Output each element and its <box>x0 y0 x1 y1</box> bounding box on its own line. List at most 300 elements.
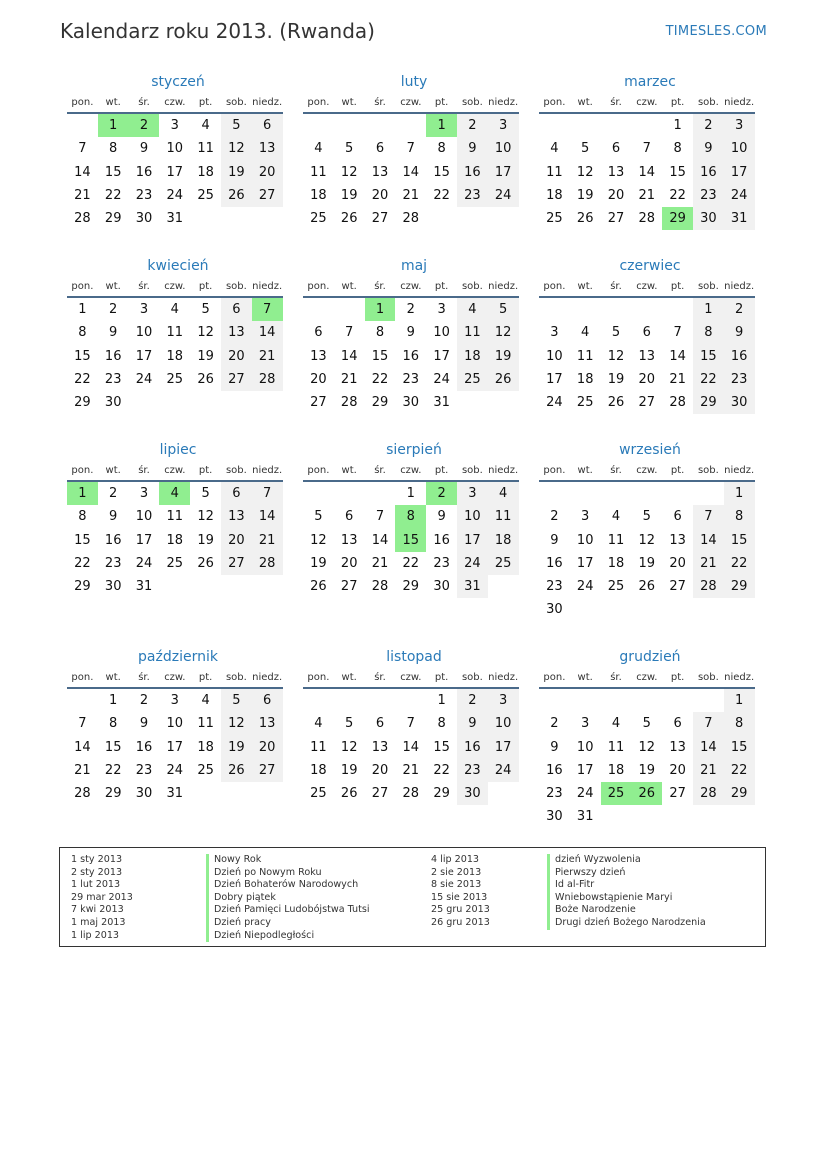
day-cell: 28 <box>402 211 420 227</box>
weekday-header: pt. <box>190 278 221 298</box>
day-cell: 27 <box>638 395 656 411</box>
day-cell: 16 <box>457 736 488 759</box>
month-block <box>539 71 761 230</box>
day-cell: 14 <box>693 529 724 552</box>
empty-cell <box>303 482 334 505</box>
day-cell: 9 <box>406 325 415 341</box>
day-cell: 30 <box>135 211 153 227</box>
empty-cell <box>601 298 632 321</box>
weekday-header: pon. <box>67 94 98 114</box>
day-cell: 14 <box>693 736 724 759</box>
day-cell: 16 <box>104 348 122 364</box>
day-cell: 29 <box>371 395 389 411</box>
day-cell: 2 <box>109 302 118 317</box>
day-cell: 27 <box>669 579 686 595</box>
day-cell: 7 <box>693 712 724 735</box>
day-cell: 28 <box>252 368 283 391</box>
day-cell: 21 <box>252 345 283 368</box>
day-cell: 19 <box>638 762 656 778</box>
empty-cell <box>334 482 365 505</box>
holiday-name: Pierwszy dzień <box>547 867 625 880</box>
day-cell: 22 <box>433 762 450 778</box>
day-cell: 3 <box>488 689 519 712</box>
weekday-header: sob. <box>693 94 724 114</box>
day-cell: 28 <box>693 782 724 805</box>
day-cell: 25 <box>166 555 184 571</box>
empty-cell <box>67 689 98 712</box>
day-cell: 12 <box>340 164 358 180</box>
empty-cell <box>631 689 662 712</box>
month-name: październik <box>138 649 218 665</box>
weekday-header: pon. <box>303 462 334 482</box>
weekday-header: pt. <box>426 94 457 114</box>
day-cell: 11 <box>310 164 327 180</box>
day-cell: 1 <box>437 693 446 708</box>
day-cell: 17 <box>576 555 594 571</box>
day-cell: 8 <box>109 716 118 732</box>
day-cell: 8 <box>375 325 385 341</box>
weekday-header: wt. <box>334 669 365 689</box>
day-cell: 7 <box>642 141 651 157</box>
empty-cell <box>395 114 426 137</box>
day-cell: 29 <box>104 786 122 802</box>
day-cell: 5 <box>642 716 651 732</box>
day-cell: 18 <box>166 348 184 364</box>
weekday-header: pon. <box>539 462 570 482</box>
day-cell: 15 <box>104 164 122 180</box>
day-cell: 17 <box>576 762 594 778</box>
month-grid <box>539 94 761 230</box>
month-grid <box>67 278 289 414</box>
weekday-header: śr. <box>365 94 396 114</box>
day-cell: 5 <box>345 716 354 732</box>
day-cell: 19 <box>310 555 327 571</box>
month-name: styczeń <box>151 74 205 90</box>
day-cell: 27 <box>340 579 358 595</box>
day-cell: 20 <box>252 161 283 184</box>
holiday-date: 25 gru 2013 <box>431 904 490 916</box>
holiday-day-cell: 1 <box>98 114 129 137</box>
empty-cell <box>303 114 334 137</box>
holiday-day-cell: 8 <box>395 505 426 528</box>
day-cell: 17 <box>135 348 153 364</box>
holiday-date: 1 lut 2013 <box>71 879 121 891</box>
day-cell: 13 <box>371 164 389 180</box>
day-cell: 19 <box>576 187 594 203</box>
day-cell: 7 <box>78 716 87 732</box>
day-cell: 25 <box>488 552 519 575</box>
day-cell: 23 <box>457 759 488 782</box>
day-cell: 4 <box>581 325 590 341</box>
day-cell: 13 <box>252 137 283 160</box>
day-cell: 21 <box>693 759 724 782</box>
day-cell: 14 <box>340 348 358 364</box>
day-cell: 21 <box>74 187 91 203</box>
day-cell: 28 <box>74 786 91 802</box>
weekday-header: pon. <box>67 669 98 689</box>
day-cell: 3 <box>139 302 149 317</box>
day-cell: 9 <box>693 137 724 160</box>
holiday-date: 8 sie 2013 <box>431 879 482 891</box>
holiday-name: Drugi dzień Bożego Narodzenia <box>547 917 706 930</box>
weekday-header: czw. <box>159 462 190 482</box>
holiday-day-cell: 15 <box>395 529 426 552</box>
day-cell: 4 <box>457 298 488 321</box>
day-cell: 13 <box>252 712 283 735</box>
weekday-header: sob. <box>221 278 252 298</box>
holiday-name: Dobry piątek <box>206 892 276 905</box>
weekday-header: pt. <box>426 462 457 482</box>
day-cell: 25 <box>310 786 327 802</box>
day-cell: 4 <box>611 509 621 525</box>
month-name: sierpień <box>386 442 442 458</box>
day-cell: 30 <box>724 391 755 414</box>
weekday-header: pt. <box>662 278 693 298</box>
day-cell: 13 <box>638 348 656 364</box>
holiday-day-cell: 25 <box>601 782 632 805</box>
day-cell: 3 <box>550 325 559 341</box>
empty-cell <box>365 689 396 712</box>
day-cell: 8 <box>437 141 446 157</box>
day-cell: 6 <box>221 482 252 505</box>
weekday-header: wt. <box>98 669 129 689</box>
day-cell: 6 <box>252 114 283 137</box>
weekday-header: pon. <box>303 669 334 689</box>
day-cell: 13 <box>669 739 686 755</box>
day-cell: 13 <box>310 348 327 364</box>
empty-cell <box>334 114 365 137</box>
day-cell: 18 <box>457 345 488 368</box>
holiday-name: Dzień pracy <box>206 917 271 930</box>
day-cell: 9 <box>724 321 755 344</box>
day-cell: 22 <box>402 555 420 571</box>
day-cell: 25 <box>457 368 488 391</box>
day-cell: 16 <box>546 762 563 778</box>
day-cell: 7 <box>78 141 87 157</box>
day-cell: 26 <box>340 786 358 802</box>
day-cell: 16 <box>546 555 563 571</box>
day-cell: 1 <box>693 298 724 321</box>
day-cell: 21 <box>340 371 358 387</box>
day-cell: 26 <box>638 579 656 595</box>
day-cell: 7 <box>345 325 354 341</box>
day-cell: 4 <box>201 118 210 133</box>
day-cell: 2 <box>139 693 149 708</box>
day-cell: 5 <box>611 325 621 341</box>
day-cell: 16 <box>433 532 450 548</box>
day-cell: 4 <box>314 141 323 157</box>
day-cell: 4 <box>170 302 179 317</box>
day-cell: 24 <box>135 371 153 387</box>
weekday-header: wt. <box>570 94 601 114</box>
day-cell: 11 <box>607 739 625 755</box>
day-cell: 20 <box>252 736 283 759</box>
empty-cell <box>539 689 570 712</box>
weekday-header: niedz. <box>724 462 755 482</box>
month-name: lipiec <box>159 442 197 458</box>
day-cell: 7 <box>406 716 415 732</box>
weekday-header: wt. <box>570 462 601 482</box>
day-cell: 23 <box>135 187 153 203</box>
day-cell: 6 <box>345 509 354 525</box>
day-cell: 28 <box>74 211 91 227</box>
day-cell: 20 <box>669 762 686 778</box>
weekday-header: niedz. <box>252 462 283 482</box>
month-name: listopad <box>386 649 442 665</box>
weekday-header: sob. <box>221 94 252 114</box>
empty-cell <box>570 689 601 712</box>
day-cell: 29 <box>724 575 755 598</box>
day-cell: 13 <box>340 532 358 548</box>
weekday-header: niedz. <box>252 94 283 114</box>
day-cell: 1 <box>673 118 682 133</box>
day-cell: 2 <box>406 302 415 317</box>
day-cell: 22 <box>104 187 122 203</box>
day-cell: 2 <box>693 114 724 137</box>
weekday-header: pon. <box>303 94 334 114</box>
day-cell: 16 <box>402 348 420 364</box>
day-cell: 25 <box>197 187 214 203</box>
day-cell: 25 <box>166 371 184 387</box>
day-cell: 4 <box>201 693 210 708</box>
day-cell: 20 <box>607 187 625 203</box>
day-cell: 6 <box>252 689 283 712</box>
holiday-name: Dzień po Nowym Roku <box>206 867 322 880</box>
day-cell: 5 <box>221 114 252 137</box>
weekday-header: niedz. <box>252 669 283 689</box>
day-cell: 24 <box>576 786 594 802</box>
weekday-header: niedz. <box>252 278 283 298</box>
day-cell: 9 <box>457 137 488 160</box>
weekday-header: śr. <box>365 669 396 689</box>
holiday-date: 26 gru 2013 <box>431 917 490 928</box>
day-cell: 28 <box>693 575 724 598</box>
weekday-header: sob. <box>457 669 488 689</box>
day-cell: 26 <box>197 371 214 387</box>
day-cell: 5 <box>488 298 519 321</box>
day-cell: 1 <box>724 689 755 712</box>
day-cell: 20 <box>221 529 252 552</box>
day-cell: 31 <box>166 786 184 802</box>
empty-cell <box>601 482 632 505</box>
holiday-day-cell: 1 <box>67 482 98 505</box>
day-cell: 23 <box>457 184 488 207</box>
day-cell: 3 <box>170 693 179 708</box>
day-cell: 15 <box>724 529 755 552</box>
day-cell: 27 <box>310 395 327 411</box>
weekday-header: sob. <box>457 278 488 298</box>
weekday-header: sob. <box>221 462 252 482</box>
day-cell: 7 <box>375 509 385 525</box>
day-cell: 27 <box>371 786 389 802</box>
day-cell: 30 <box>135 786 153 802</box>
empty-cell <box>662 482 693 505</box>
day-cell: 15 <box>693 345 724 368</box>
day-cell: 10 <box>576 739 594 755</box>
weekday-header: sob. <box>693 669 724 689</box>
month-block <box>303 646 525 805</box>
weekday-header: czw. <box>395 94 426 114</box>
day-cell: 29 <box>104 211 122 227</box>
weekday-header: czw. <box>159 94 190 114</box>
holiday-day-cell: 29 <box>662 207 693 230</box>
day-cell: 28 <box>252 552 283 575</box>
day-cell: 23 <box>546 786 563 802</box>
day-cell: 22 <box>433 187 450 203</box>
day-cell: 11 <box>166 325 184 341</box>
month-grid <box>303 669 525 805</box>
day-cell: 3 <box>139 486 149 501</box>
day-cell: 20 <box>221 345 252 368</box>
day-cell: 30 <box>104 395 122 411</box>
day-cell: 9 <box>550 532 559 548</box>
day-cell: 9 <box>139 141 149 157</box>
day-cell: 25 <box>197 762 214 778</box>
month-name: marzec <box>624 74 676 90</box>
day-cell: 21 <box>74 762 91 778</box>
day-cell: 28 <box>340 395 358 411</box>
day-cell: 19 <box>197 348 214 364</box>
month-grid <box>539 669 761 829</box>
day-cell: 6 <box>611 141 621 157</box>
day-cell: 10 <box>724 137 755 160</box>
empty-cell <box>334 298 365 321</box>
day-cell: 21 <box>402 762 420 778</box>
day-cell: 23 <box>135 762 153 778</box>
day-cell: 18 <box>197 164 214 180</box>
day-cell: 31 <box>135 579 153 595</box>
day-cell: 7 <box>406 141 415 157</box>
day-cell: 13 <box>371 739 389 755</box>
day-cell: 17 <box>135 532 153 548</box>
month-grid <box>539 462 761 622</box>
holiday-name: Nowy Rok <box>206 854 261 867</box>
day-cell: 8 <box>693 321 724 344</box>
month-block <box>67 646 289 805</box>
day-cell: 31 <box>457 575 488 598</box>
weekday-header: niedz. <box>488 462 519 482</box>
day-cell: 25 <box>546 211 563 227</box>
weekday-header: czw. <box>159 278 190 298</box>
weekday-header: niedz. <box>488 669 519 689</box>
day-cell: 19 <box>197 532 214 548</box>
day-cell: 17 <box>166 164 184 180</box>
day-cell: 26 <box>221 759 252 782</box>
day-cell: 24 <box>135 555 153 571</box>
day-cell: 31 <box>166 211 184 227</box>
day-cell: 21 <box>638 187 656 203</box>
weekday-header: sob. <box>457 462 488 482</box>
empty-cell <box>365 482 396 505</box>
day-cell: 7 <box>673 325 682 341</box>
day-cell: 13 <box>221 505 252 528</box>
day-cell: 22 <box>724 552 755 575</box>
day-cell: 17 <box>457 529 488 552</box>
day-cell: 2 <box>724 298 755 321</box>
holiday-day-cell: 2 <box>426 482 457 505</box>
day-cell: 9 <box>109 325 118 341</box>
holiday-name: Id al-Fitr <box>547 879 594 892</box>
day-cell: 25 <box>607 579 625 595</box>
day-cell: 21 <box>693 552 724 575</box>
weekday-header: wt. <box>334 462 365 482</box>
day-cell: 30 <box>546 602 563 618</box>
day-cell: 13 <box>607 164 625 180</box>
day-cell: 9 <box>437 509 446 525</box>
day-cell: 30 <box>104 579 122 595</box>
weekday-header: czw. <box>631 278 662 298</box>
day-cell: 14 <box>402 739 420 755</box>
day-cell: 15 <box>433 164 450 180</box>
weekday-header: sob. <box>693 462 724 482</box>
day-cell: 12 <box>221 137 252 160</box>
weekday-header: śr. <box>601 278 632 298</box>
day-cell: 2 <box>550 716 559 732</box>
weekday-header: niedz. <box>724 278 755 298</box>
weekday-header: czw. <box>631 94 662 114</box>
empty-cell <box>539 298 570 321</box>
site-link[interactable]: TIMESLES.COM <box>665 24 767 39</box>
month-block <box>539 646 761 829</box>
month-block <box>303 439 525 598</box>
day-cell: 19 <box>607 371 625 387</box>
empty-cell <box>631 482 662 505</box>
weekday-header: czw. <box>631 669 662 689</box>
weekday-header: sob. <box>693 278 724 298</box>
month-block <box>539 255 761 414</box>
holiday-name: Boże Narodzenie <box>547 904 636 917</box>
day-cell: 3 <box>457 482 488 505</box>
month-grid <box>303 94 525 230</box>
day-cell: 14 <box>402 164 420 180</box>
day-cell: 26 <box>607 395 625 411</box>
day-cell: 27 <box>221 368 252 391</box>
day-cell: 6 <box>673 716 682 732</box>
day-cell: 16 <box>457 161 488 184</box>
day-cell: 24 <box>546 395 563 411</box>
day-cell: 16 <box>135 164 153 180</box>
empty-cell <box>662 689 693 712</box>
day-cell: 12 <box>638 532 656 548</box>
day-cell: 9 <box>139 716 149 732</box>
weekday-header: pt. <box>190 94 221 114</box>
holiday-date: 29 mar 2013 <box>71 891 133 903</box>
weekday-header: śr. <box>365 462 396 482</box>
day-cell: 2 <box>109 486 118 501</box>
day-cell: 29 <box>74 395 91 411</box>
day-cell: 10 <box>457 505 488 528</box>
day-cell: 12 <box>607 348 625 364</box>
day-cell: 22 <box>371 371 389 387</box>
day-cell: 26 <box>488 368 519 391</box>
day-cell: 14 <box>669 348 686 364</box>
empty-cell <box>334 689 365 712</box>
day-cell: 3 <box>170 118 179 133</box>
day-cell: 3 <box>581 509 590 525</box>
day-cell: 14 <box>252 505 283 528</box>
day-cell: 20 <box>638 371 656 387</box>
day-cell: 18 <box>607 762 625 778</box>
day-cell: 18 <box>607 555 625 571</box>
day-cell: 4 <box>550 141 559 157</box>
day-cell: 10 <box>433 325 450 341</box>
holiday-name: Wniebowstąpienie Maryi <box>547 892 672 905</box>
day-cell: 28 <box>669 395 686 411</box>
weekday-header: wt. <box>98 462 129 482</box>
day-cell: 20 <box>310 371 327 387</box>
day-cell: 24 <box>488 184 519 207</box>
day-cell: 5 <box>642 509 651 525</box>
